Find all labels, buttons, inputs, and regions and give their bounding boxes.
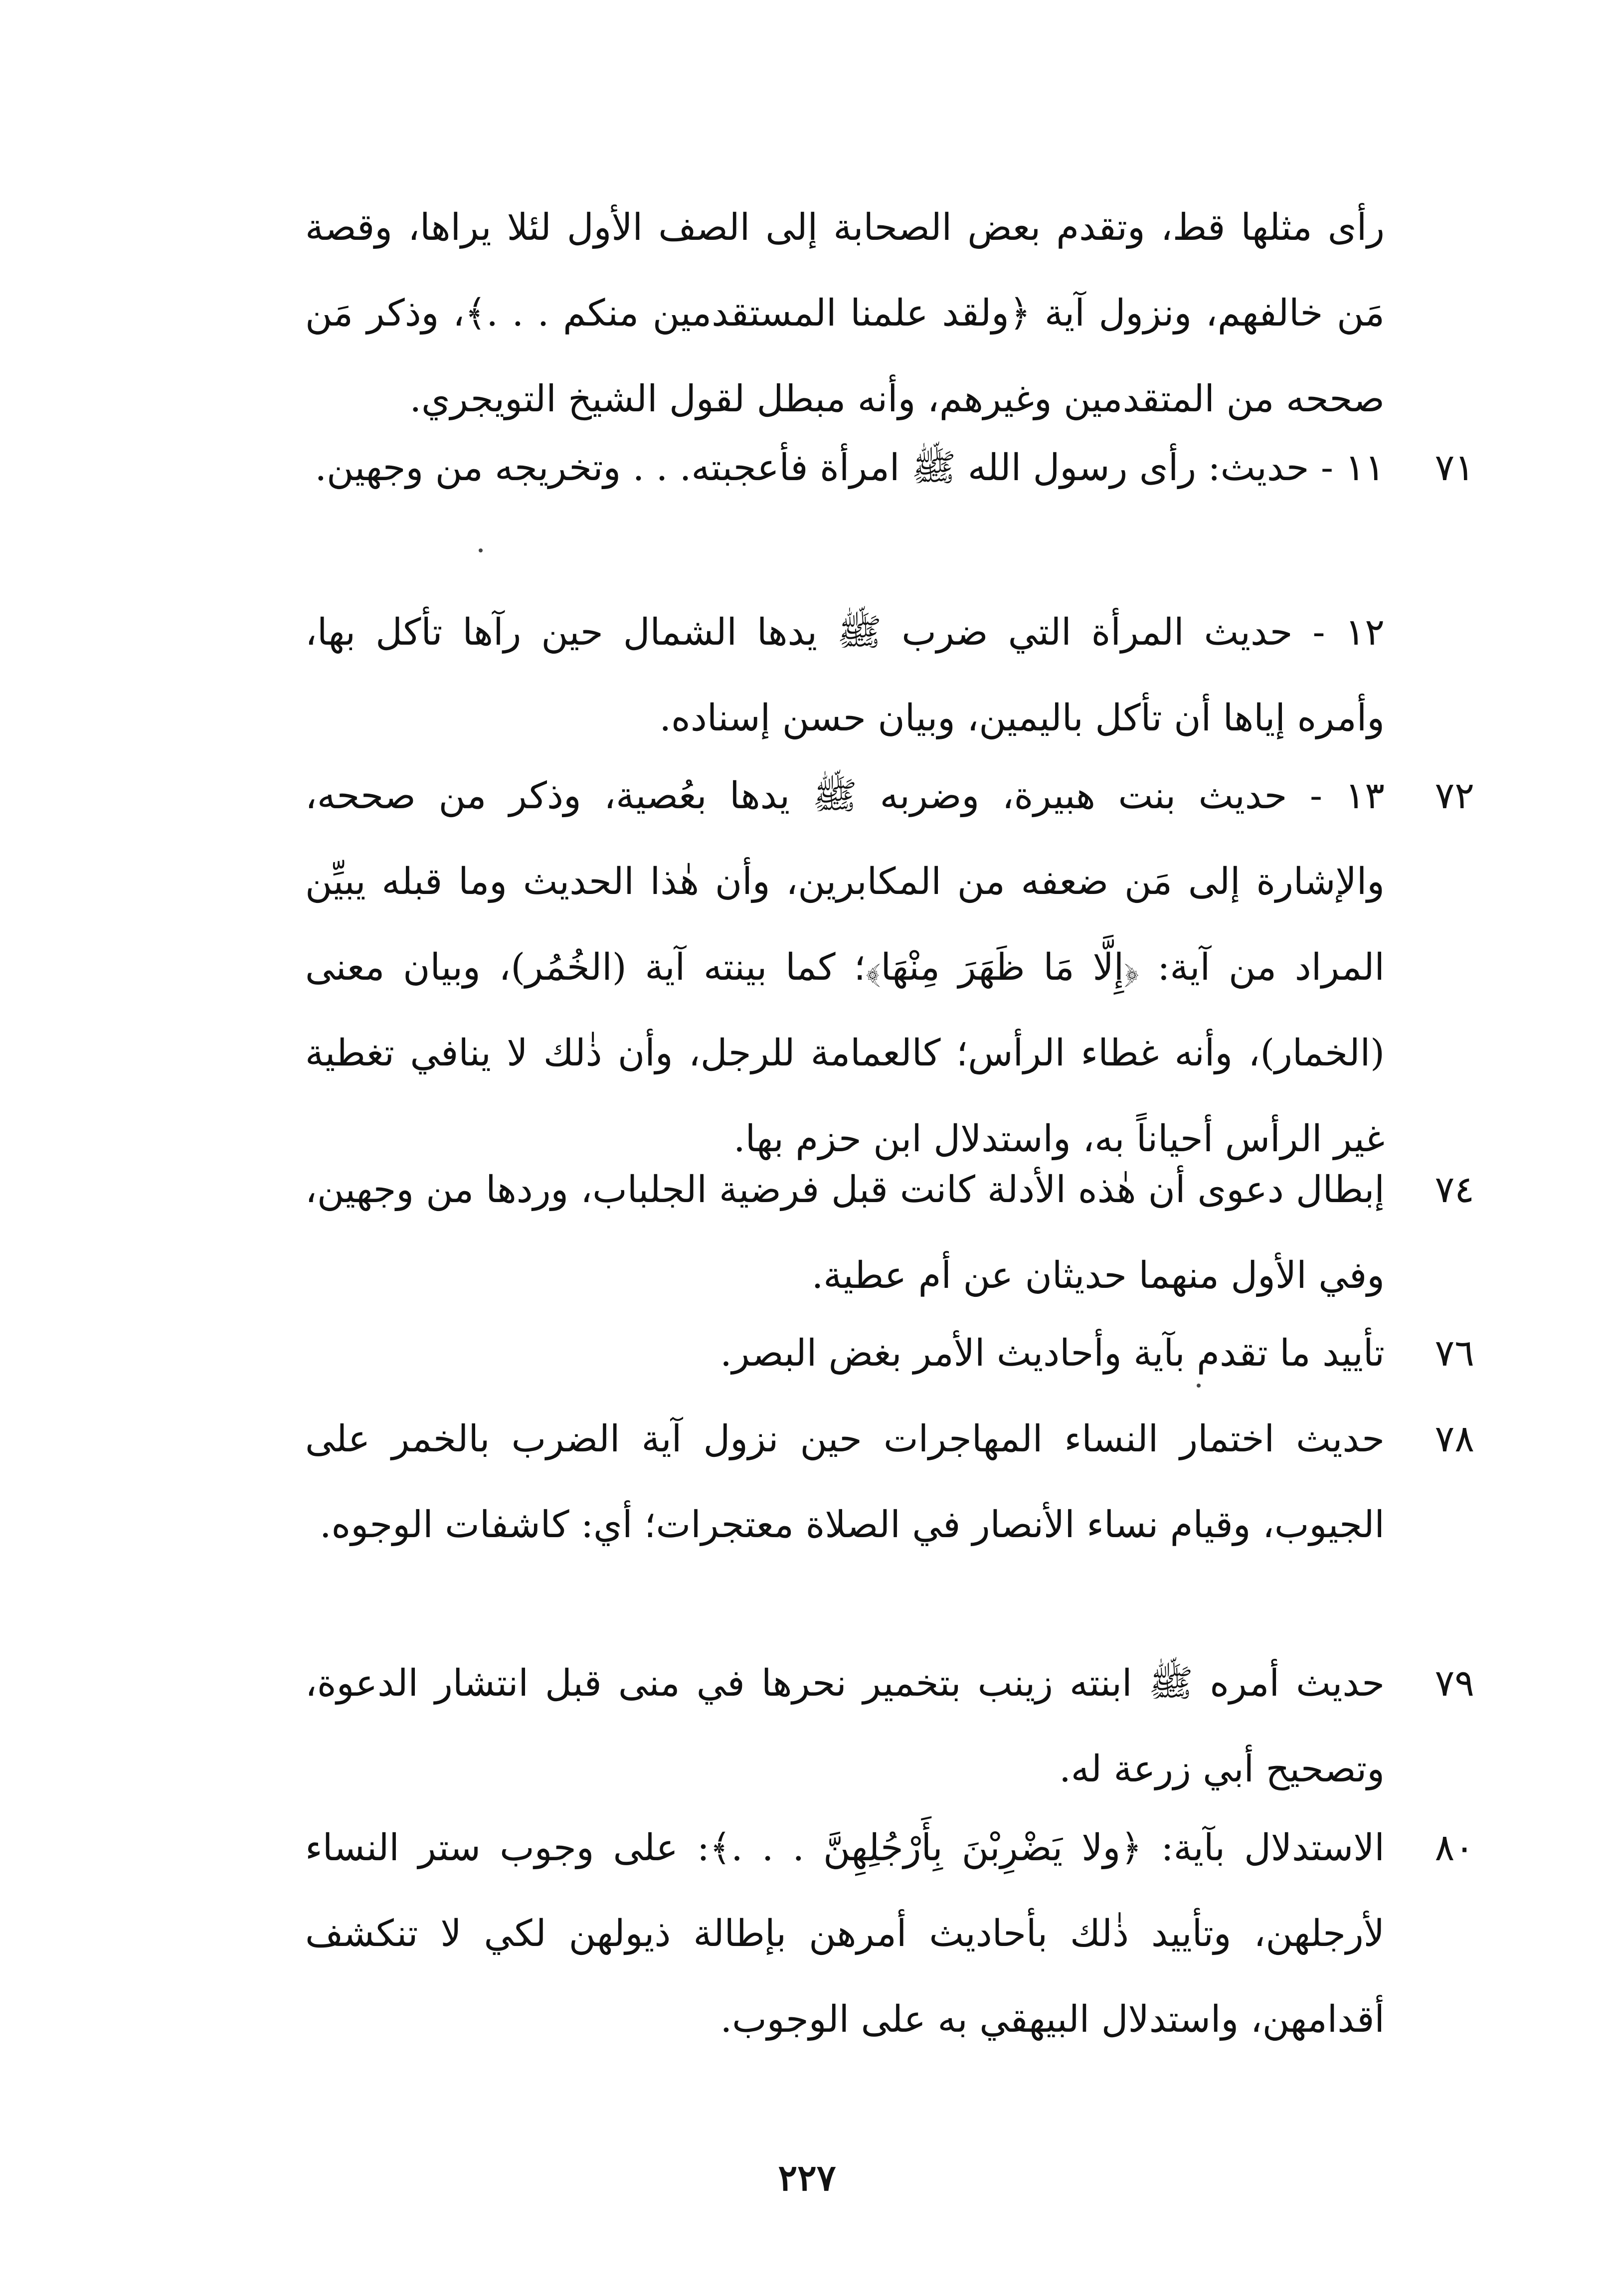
entry-text: ١٣ - حديث بنت هبيرة، وضربه ﷺ يدها بعُصية، وذكر من صححه، والإشارة إلى مَن ضعفه من المكابرين، وأن هٰذا الحديث وما قبله يبيِّن المراد من آية: ﴿إِلَّا مَا ظَهَرَ مِنْهَا﴾؛ كما بينته آية (الخُمُر)، وبيان معنى (الخمار)، وأنه غطاء الرأس؛ كالعمامة للرجل، وأن ذٰلك لا ينافي تغطية غير الرأس أحياناً به، واستدلال ابن حزم بها. bbox=[305, 774, 1385, 1160]
entry-text: حديث أمره ﷺ ابنته زينب بتخمير نحرها في منى قبل انتشار الدعوة، وتصحيح أبي زرعة له. bbox=[305, 1662, 1385, 1790]
entry-page-number: ٧٩ bbox=[1435, 1662, 1474, 1705]
entry-page-number: ٨٠ bbox=[1435, 1826, 1474, 1869]
entry-page-number: ٧١ bbox=[1435, 446, 1474, 489]
entry-text: إبطال دعوى أن هٰذه الأدلة كانت قبل فرضية الجلباب، وردها من وجهين، وفي الأول منهما حديثان عن أم عطية. bbox=[305, 1168, 1385, 1297]
page-number: ٢٢٧ bbox=[778, 2156, 836, 2199]
entry-page-number: ٧٤ bbox=[1435, 1168, 1474, 1211]
entry-page-number: ٧٢ bbox=[1435, 774, 1474, 817]
entry-text: الاستدلال بآية: ﴿ولا يَضْرِبْنَ بِأَرْجُلِهِنَّ . . .﴾: على وجوب ستر النساء لأرجلهن، وتأييد ذٰلك بأحاديث أمرهن بإطالة ذيولهن لكي لا تنكشف أقدامهن، واستدلال البيهقي به على الوجوب. bbox=[305, 1826, 1385, 2041]
entry-page-number: ٧٨ bbox=[1435, 1417, 1474, 1460]
entry-continuation: رأى مثلها قط، وتقدم بعض الصحابة إلى الصف الأول لئلا يراها، وقصة مَن خالفهم، ونزول آية ﴿ولقد علمنا المستقدمين منكم . . .﴾، وذكر مَن صححه من المتقدمين وغيرهم، وأنه مبطل لقول الشيخ التويجري. bbox=[305, 206, 1385, 420]
scan-speck bbox=[1197, 1384, 1201, 1388]
scan-speck bbox=[479, 548, 483, 552]
entry-text: ١١ - حديث: رأى رسول الله ﷺ امرأة فأعجبته. . . وتخريجه من وجهين. bbox=[315, 446, 1385, 489]
entry-text: ١٢ - حديث المرأة التي ضرب ﷺ يدها الشمال حين رآها تأكل بها، وأمره إياها أن تأكل باليمين، وبيان حسن إسناده. bbox=[305, 611, 1385, 739]
entry-page-number: ٧٦ bbox=[1435, 1332, 1474, 1375]
entry-text: تأييد ما تقدم بآية وأحاديث الأمر بغض البصر. bbox=[720, 1332, 1385, 1375]
entry-text: حديث اختمار النساء المهاجرات حين نزول آية الضرب بالخمر على الجيوب، وقيام نساء الأنصار في الصلاة معتجرات؛ أي: كاشفات الوجوه. bbox=[305, 1417, 1385, 1546]
